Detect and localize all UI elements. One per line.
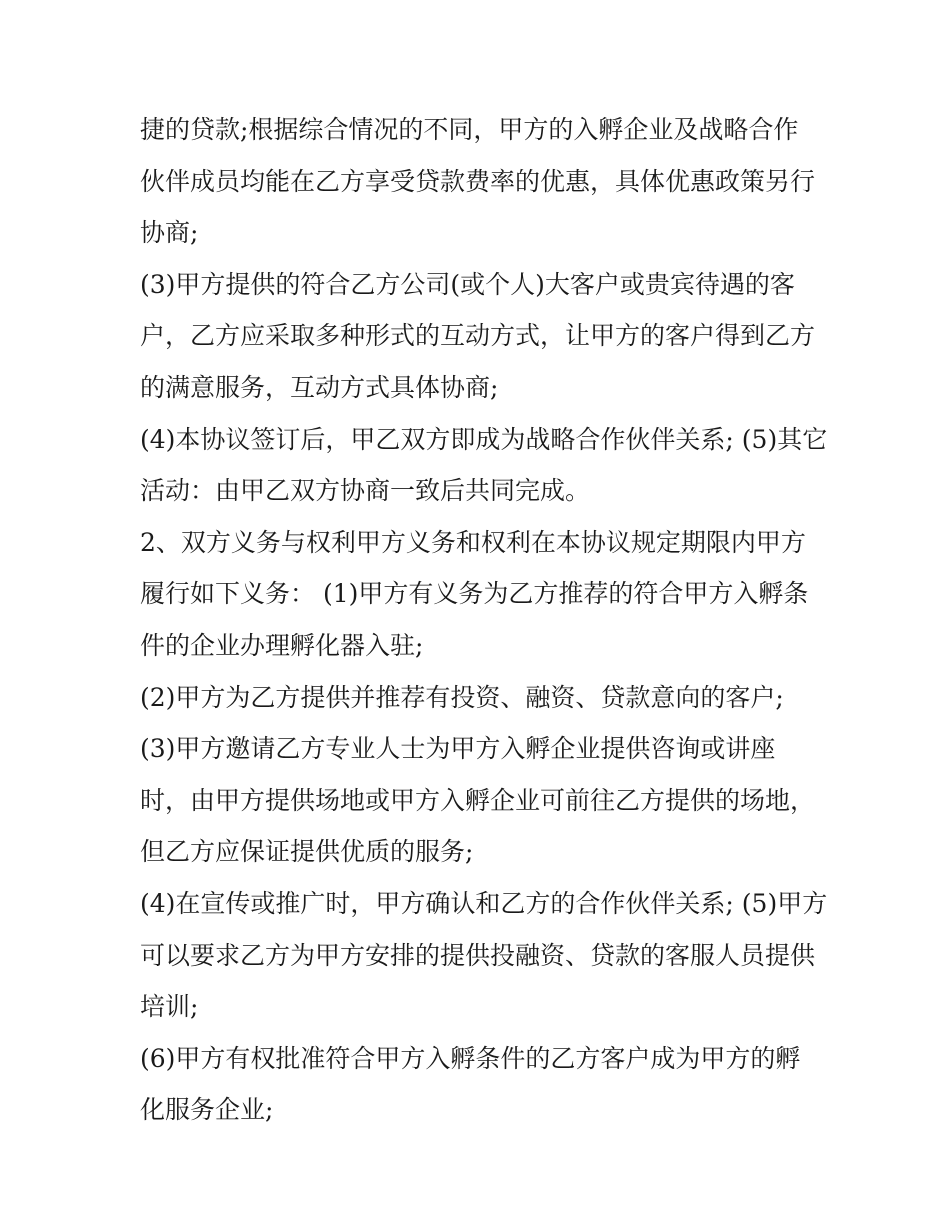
text-line: 伙伴成员均能在乙方享受贷款费率的优惠，具体优惠政策另行 — [140, 166, 816, 196]
text-line: (4)本协议签订后，甲乙双方即成为战略合作伙伴关系; (5)其它 — [140, 424, 828, 454]
text-line: 化服务企业; — [140, 1095, 274, 1125]
text-line: 培训; — [140, 992, 199, 1022]
text-line: 活动：由甲乙双方协商一致后共同完成。 — [140, 476, 591, 506]
text-line: 的满意服务，互动方式具体协商; — [140, 372, 499, 402]
text-line: 户，乙方应采取多种形式的互动方式，让甲方的客户得到乙方 — [140, 321, 816, 351]
text-line: 2、双方义务与权利甲方义务和权利在本协议规定期限内甲方 — [140, 527, 806, 557]
text-line: 履行如下义务： (1)甲方有义务为乙方推荐的符合甲方入孵条 — [140, 579, 809, 609]
text-line: (3)甲方邀请乙方专业人士为甲方入孵企业提供咨询或讲座 — [140, 734, 776, 764]
document-body — [140, 104, 830, 1136]
text-line: 协商; — [140, 218, 199, 248]
text-line: 件的企业办理孵化器入驻; — [140, 630, 424, 660]
text-line: 时，由甲方提供场地或甲方入孵企业可前往乙方提供的场地， — [140, 785, 816, 815]
text-line: (6)甲方有权批准符合甲方入孵条件的乙方客户成为甲方的孵 — [140, 1043, 801, 1073]
text-line: 捷的贷款;根据综合情况的不同，甲方的入孵企业及战略合作 — [140, 115, 799, 144]
text-line: 可以要求乙方为甲方安排的提供投融资、贷款的客服人员提供 — [140, 940, 816, 970]
text-line: 但乙方应保证提供优质的服务; — [140, 837, 474, 867]
text-line: (4)在宣传或推广时，甲方确认和乙方的合作伙伴关系; (5)甲方 — [140, 888, 828, 918]
text-line: (3)甲方提供的符合乙方公司(或个人)大客户或贵宾待遇的客 — [140, 269, 795, 299]
text-line: (2)甲方为乙方提供并推荐有投资、融资、贷款意向的客户; — [140, 682, 784, 712]
